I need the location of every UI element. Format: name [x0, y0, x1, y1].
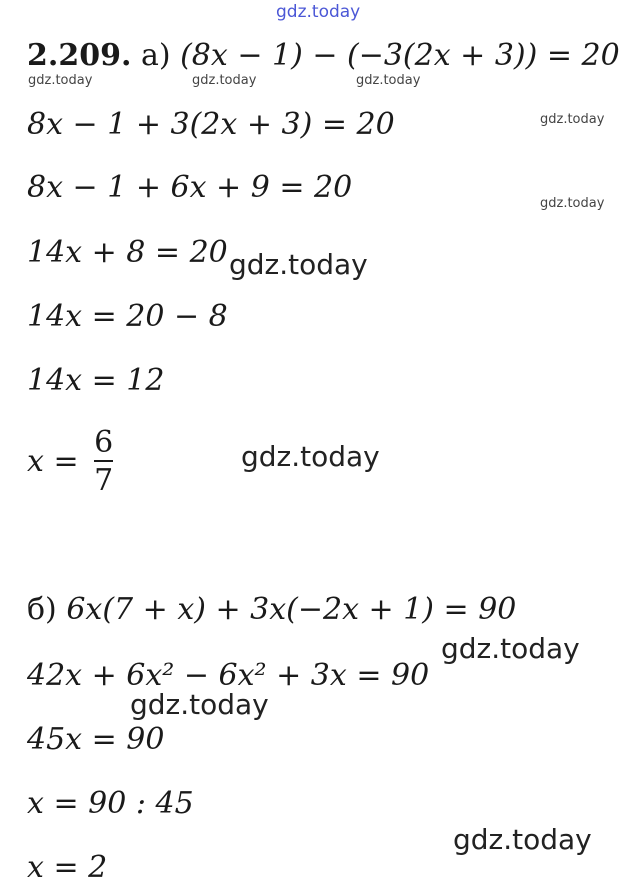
part-a-label: а) — [140, 38, 171, 73]
problem-header — [27, 38, 620, 74]
part-b-header — [27, 592, 516, 628]
part-b-label: б) — [27, 592, 57, 627]
step-b-2: 45x = 90 — [27, 722, 165, 757]
watermark-small: gdz.today — [192, 73, 257, 88]
step-a-3: 14x + 8 = 20 — [27, 235, 228, 270]
watermark-large: gdz.today — [241, 440, 380, 473]
watermark-top: gdz.today — [276, 2, 361, 22]
step-a-5: 14x = 12 — [27, 363, 165, 398]
problem-number: 2.209. — [27, 38, 132, 73]
watermark-small: gdz.today — [28, 73, 93, 88]
watermark-small: gdz.today — [540, 196, 605, 211]
watermark-small: gdz.today — [540, 112, 605, 127]
step-b-1: 42x + 6x² − 6x² + 3x = 90 — [27, 658, 430, 693]
step-b-3: x = 90 : 45 — [27, 786, 194, 821]
answer-a-lhs: x = — [27, 444, 79, 479]
part-a-equation: (8x − 1) − (−3(2x + 3)) = 20 — [180, 38, 620, 73]
answer-a — [27, 426, 113, 498]
watermark-large: gdz.today — [229, 248, 368, 281]
step-a-1: 8x − 1 + 3(2x + 3) = 20 — [27, 107, 395, 142]
answer-a-numerator: 6 — [94, 425, 114, 460]
part-b-equation: 6x(7 + x) + 3x(−2x + 1) = 90 — [66, 592, 517, 627]
watermark-small: gdz.today — [356, 73, 421, 88]
watermark-large: gdz.today — [453, 823, 592, 856]
step-a-2: 8x − 1 + 6x + 9 = 20 — [27, 170, 353, 205]
watermark-large: gdz.today — [441, 632, 580, 665]
answer-a-fraction — [94, 426, 113, 498]
answer-a-denominator: 7 — [94, 460, 113, 498]
step-a-4: 14x = 20 − 8 — [27, 299, 228, 334]
step-b-4: x = 2 — [27, 850, 108, 885]
watermark-large: gdz.today — [130, 688, 269, 721]
